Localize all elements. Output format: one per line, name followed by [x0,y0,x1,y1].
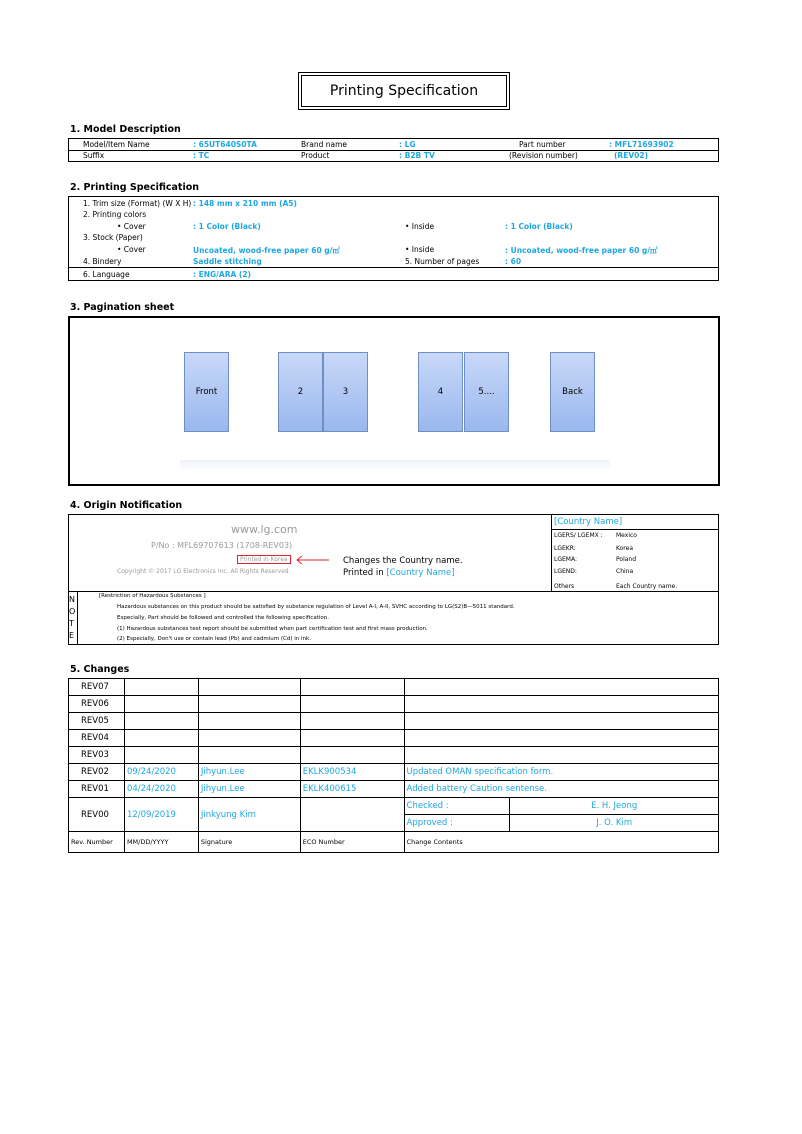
page-5: 5.... [464,352,509,432]
cover-colors-value: : 1 Color (Black) [193,222,261,231]
stock-cover-value: Uncoated, wood-free paper 60 g/㎡ [193,246,340,255]
country-header: [Country Name] [554,517,623,527]
colors-label: 2. Printing colors [83,210,147,219]
country-name-3: China [616,568,634,575]
section1-heading: 1. Model Description [70,124,181,135]
country-name-4: Each Country name. [616,583,678,590]
country-code-2: LGEMA: [554,556,577,563]
product-value: : B2B TV [399,151,435,160]
sample-printed-in: Printed in Korea [237,555,291,564]
pages-label: 5. Number of pages [405,257,480,266]
section5-heading: 5. Changes [70,664,130,675]
country-name-1: Korea [616,545,634,552]
note-heading: [Restriction of Hazardous Substances ] [99,593,206,599]
page-front: Front [184,352,229,432]
stock-cover-label: • Cover [117,245,146,254]
country-name-2: Poland [616,556,637,563]
trim-value: : 148 mm x 210 mm (A5) [193,199,297,208]
stock-inside-label: • Inside [405,245,435,254]
model-description-box [68,138,719,162]
page-back: Back [550,352,595,432]
sample-part-number: P/No : MFL69707613 (1708-REV03) [151,541,293,550]
language-value: : ENG/ARA (2) [193,270,251,279]
table-row: REV06 [69,696,719,713]
table-row: REV04 [69,730,719,747]
page-4: 4 [418,352,463,432]
note-line-1: Hazardous substances on this product should be satisfied by substance regulation of Level A-I, A-II, SVHC according to LG(S2)B—5011 standard. [117,604,515,610]
cover-colors-label: • Cover [117,222,146,231]
pagination-box [68,316,720,486]
note-line-3: (1) Hazardous substances test report should be submitted when part certification test and first mass production. [117,626,428,632]
pages-value: : 60 [505,257,522,266]
origin-box [68,514,719,645]
country-code-0: LGERS/ LGEMX : [554,532,603,539]
section4-heading: 4. Origin Notification [70,500,183,511]
country-table [551,515,719,591]
change-line-2: Printed in [Country Name] [343,568,455,578]
revision-label: (Revision number) [509,151,578,160]
inside-colors-value: : 1 Color (Black) [505,222,573,231]
brand-value: : LG [399,140,416,149]
page-2: 2 [278,352,323,432]
table-row: REV01 04/24/2020 Jihyun.Lee EKLK400615 Added battery Caution sentense. [69,781,719,798]
table-row: Approved : J. O. Kim [69,815,719,832]
stock-inside-value: : Uncoated, wood-free paper 60 g/㎡ [505,246,658,255]
changes-table [68,678,719,853]
note-label: N O T E [69,592,78,644]
country-name-0: Mexico [616,532,637,539]
product-label: Product [301,151,330,160]
table-row: REV02 09/24/2020 Jihyun.Lee EKLK900534 Updated OMAN specification form. [69,764,719,781]
table-row: REV03 [69,747,719,764]
title-box [298,72,510,110]
section2-heading: 2. Printing Specification [70,182,200,193]
page-3: 3 [323,352,368,432]
revision-value: (REV02) [614,151,648,160]
printing-spec-box [68,196,719,281]
part-number-value: : MFL71693902 [609,140,674,149]
country-code-4: Others [554,583,575,590]
trim-label: 1. Trim size (Format) (W X H) [83,199,192,208]
table-row: REV00 12/09/2019 Jinkyung Kim Checked : E. H. Jeong [69,798,719,815]
model-value: : 65UT640S0TA [193,140,257,149]
note-line-4: (2) Especially, Don't use or contain lead (Pb) and cadmium (Cd) in ink. [117,636,311,642]
brand-label: Brand name [301,140,347,149]
table-row: REV07 [69,679,719,696]
country-code-3: LGEND: [554,568,577,575]
arrow-icon [295,555,329,565]
bindery-label: 4. Bindery [83,257,122,266]
suffix-value: : TC [193,151,210,160]
sample-url: www.lg.com [231,523,298,536]
note-line-2: Especially, Part should be followed and controlled the following specification. [117,615,329,621]
part-number-label: Part number [519,140,566,149]
table-row: REV05 [69,713,719,730]
suffix-label: Suffix [83,151,105,160]
country-code-1: LGEKR: [554,545,576,552]
document-title: Printing Specification [301,75,507,107]
table-footer-row: Rev. Number MM/DD/YYYY Signature ECO Number Change Contents [69,832,719,853]
change-line-1: Changes the Country name. [343,556,463,566]
inside-colors-label: • Inside [405,222,435,231]
stock-label: 3. Stock (Paper) [83,233,143,242]
bindery-value: Saddle stitching [193,257,262,266]
language-label: 6. Language [83,270,130,279]
section3-heading: 3. Pagination sheet [70,302,175,313]
sample-copyright: Copyright © 2017 LG Electronics Inc. All Rights Reserved. [117,568,291,575]
model-label: Model/Item Name [83,140,150,149]
